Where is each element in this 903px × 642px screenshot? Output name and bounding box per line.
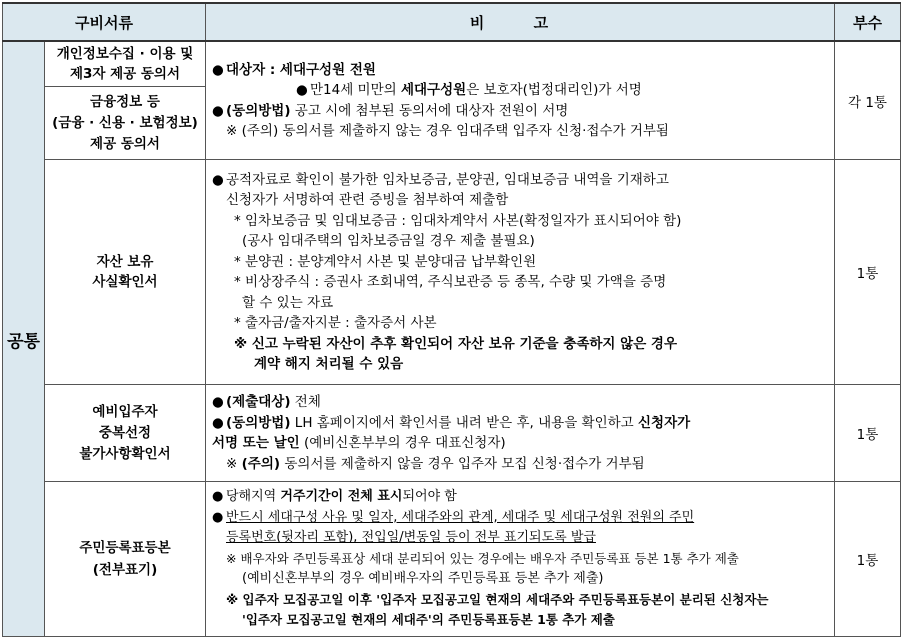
doc-name-resident-registration: 주민등록표등본 (전부표기): [45, 482, 206, 637]
note-line: * 비상장주식 : 증권사 조회내역, 주식보관증 등 종목, 수량 및 가액을 증명: [234, 274, 667, 290]
note-line: ※ 신고 누락된 자산이 추후 확인되어 자산 보유 기준을 충족하지 않은 경우: [234, 335, 678, 352]
table-row: [3, 41, 901, 160]
doc-name-asset-confirmation: 자산 보유 사실확인서: [45, 160, 206, 385]
doc-name-privacy-consent: 개인정보수집 · 이용 및 제3자 제공 동의서: [45, 42, 205, 87]
note-line: ※ 배우자와 주민등록표상 세대 분리되어 있는 경우에는 배우자 주민등록표 등본 1통 추가 제출: [226, 550, 739, 566]
copies-cell: 1통: [835, 385, 901, 482]
notes-cell: [206, 41, 835, 160]
category-cell: 공통: [3, 41, 45, 637]
notes-cell: [206, 482, 835, 637]
header-notes: 비 고: [206, 3, 835, 41]
note-line: 서명 또는 날인 (예비신혼부부의 경우 대표신청자): [212, 435, 506, 451]
bullet-icon: ●: [212, 171, 224, 188]
note-line: 계약 해지 처리될 수 있음: [254, 356, 404, 372]
note-line: ※ 입주자 모집공고일 이후 '입주자 모집공고일 현재의 세대주와 주민등록표등본이 분리된 신청자는: [226, 591, 769, 607]
note-line: '입주자 모집공고일 현재의 세대주'의 주민등록표등본 1통 추가 제출: [242, 612, 615, 628]
table-row: [3, 160, 901, 385]
note-line: 등록번호(뒷자리 포함), 전입일/변동일 등이 전부 표기되도록 발급: [226, 530, 596, 546]
notes-cell: [206, 160, 835, 385]
note-line: (예비신혼부부의 경우 예비배우자의 주민등록표 등본 추가 제출): [242, 571, 604, 587]
note-line: ● 공적자료로 확인이 불가한 임차보증금, 분양권, 임대보증금 내역을 기재하고: [212, 170, 828, 191]
note-line: ● 대상자 : 세대구성원 전원: [212, 60, 828, 81]
note-line: 신청자가 서명하여 관련 증빙을 첨부하여 제출함: [226, 192, 509, 208]
doc-name-financial-consent: 금융정보 등 (금융 · 신용 · 보험정보) 제공 동의서: [52, 93, 198, 152]
bullet-icon: ●: [212, 394, 224, 410]
table-row: [3, 385, 901, 482]
header-docs: 구비서류: [3, 3, 206, 41]
doc-cell: [45, 41, 206, 160]
bullet-icon: ●: [212, 61, 224, 78]
note-line: * 분양권 : 분양계약서 사본 및 분양대금 납부확인원: [234, 253, 537, 270]
note-line: 할 수 있는 자료: [242, 294, 334, 311]
copies-cell: 각 1통: [835, 41, 901, 160]
bullet-icon: ●: [212, 509, 224, 525]
bullet-icon: ●: [296, 82, 308, 98]
note-line: ● (동의방법) 공고 시에 첨부된 동의서에 대상자 전원이 서명: [212, 101, 828, 122]
note-line: ※ (주의) 동의서를 제출하지 않는 경우 임대주택 입주자 신청·접수가 거부됨: [226, 123, 669, 139]
bullet-icon: ●: [212, 414, 224, 431]
note-line: ● 만14세 미만의 세대구성원은 보호자(법정대리인)가 서명: [212, 80, 828, 101]
note-line: * 임차보증금 및 임대보증금 : 임대차계약서 사본(확정일자가 표시되어야 함): [234, 212, 682, 229]
notes-cell: [206, 385, 835, 482]
table-row: [3, 482, 901, 637]
doc-name-duplicate-check: 예비입주자 중복선정 불가사항확인서: [45, 385, 206, 482]
note-line: ※ (주의) 동의서를 제출하지 않을 경우 입주자 모집 신청·접수가 거부됨: [226, 455, 645, 472]
document-table: [2, 2, 901, 637]
note-line: ● (제출대상) 전체: [212, 392, 828, 413]
copies-cell: 1통: [835, 160, 901, 385]
note-line: * 출자금/출자지분 : 출자증서 사본: [234, 315, 437, 331]
header-row: [3, 3, 901, 41]
copies-cell: 1통: [835, 482, 901, 637]
note-line: ● 반드시 세대구성 사유 및 일자, 세대주와의 관계, 세대주 및 세대구성원 전원의 주민: [212, 508, 828, 529]
bullet-icon: ●: [212, 489, 224, 505]
note-line: (공사 임대주택의 임차보증금일 경우 제출 불필요): [242, 233, 535, 249]
note-line: ● (동의방법) LH 홈페이지에서 확인서를 내려 받은 후, 내용을 확인하고 신청자가: [212, 413, 828, 434]
header-copies: 부수: [835, 3, 901, 41]
bullet-icon: ●: [212, 102, 224, 119]
note-line: ● 당해지역 거주기간이 전체 표시되어야 함: [212, 487, 828, 508]
